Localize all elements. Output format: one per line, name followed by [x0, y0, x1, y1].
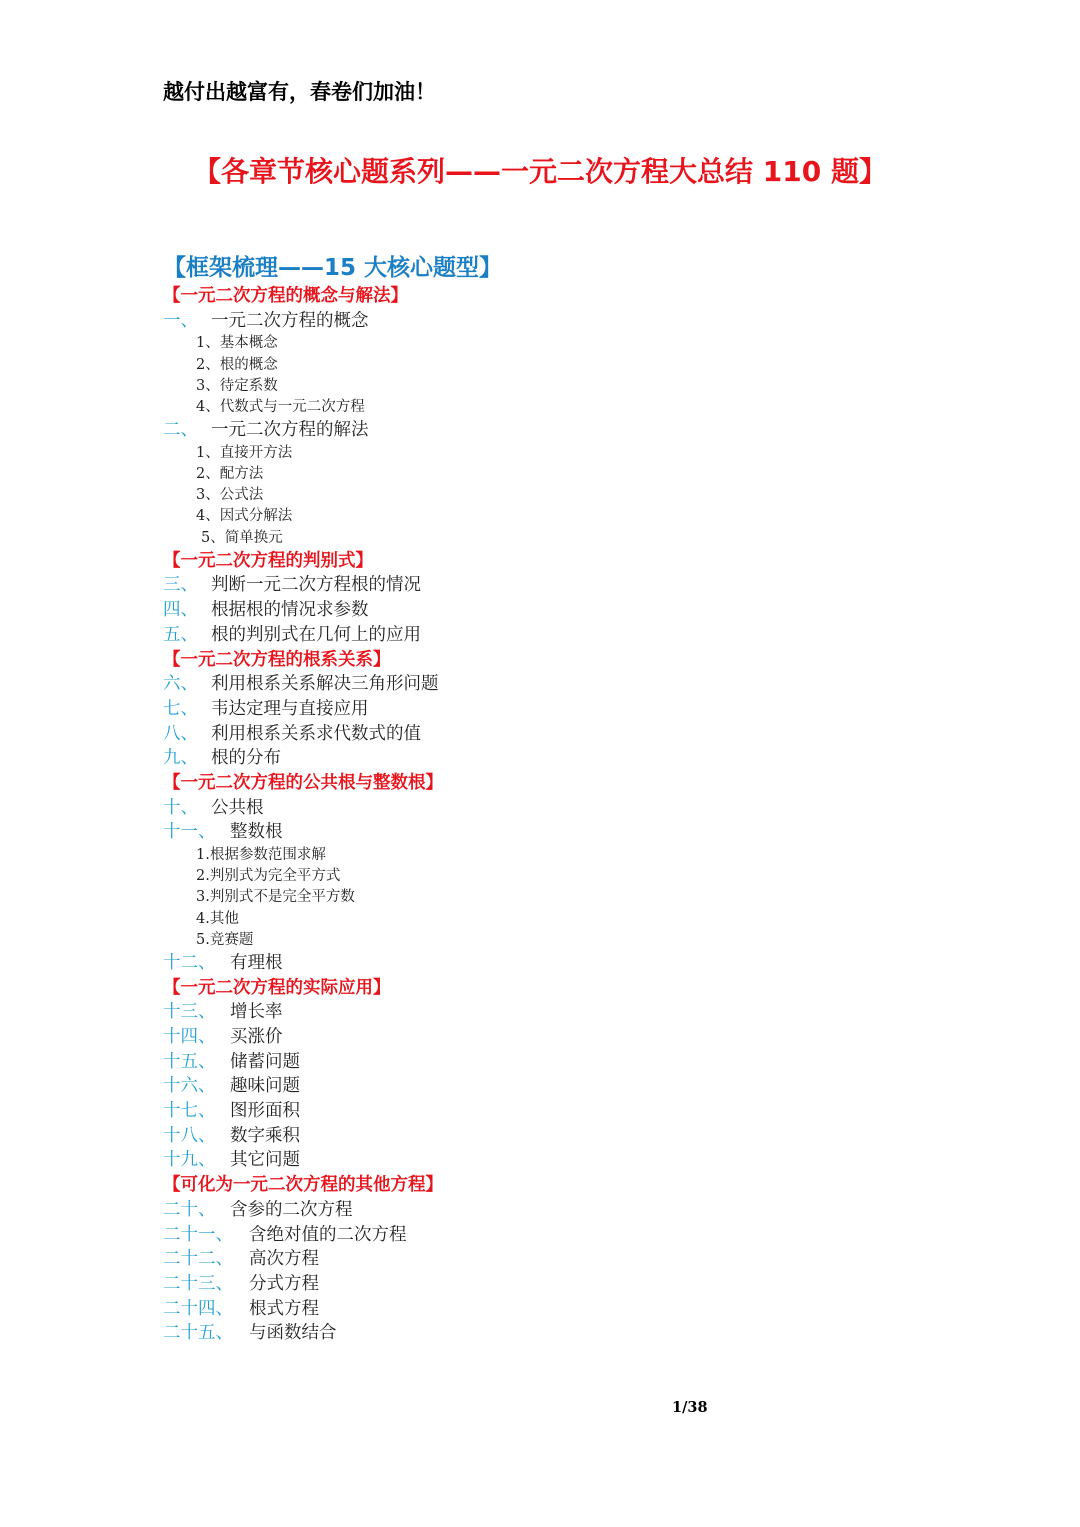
- toc-item-label: 一元二次方程的概念: [211, 310, 369, 331]
- toc-item-label: 含绝对值的二次方程: [249, 1224, 407, 1245]
- toc-item-label: 公共根: [211, 797, 264, 818]
- toc-item-label: 分式方程: [249, 1273, 319, 1294]
- toc-item-number: 四、: [163, 600, 198, 621]
- toc-item: [163, 1223, 963, 1248]
- toc-subitem: 1.根据参数范围求解: [196, 847, 326, 863]
- toc-subitem: 4、因式分解法: [196, 508, 293, 525]
- toc-item-number: 三、: [163, 575, 198, 596]
- section-heading: 【一元二次方程的判别式】: [163, 550, 373, 571]
- toc-item-label: 韦达定理与直接应用: [211, 698, 369, 719]
- toc-item-label: 高次方程: [249, 1249, 319, 1270]
- toc-subitem: 1、直接开方法: [196, 444, 293, 461]
- toc-item-number: 六、: [163, 674, 198, 695]
- toc-item-number: 二十二、: [163, 1249, 233, 1270]
- toc-item-number: 一、: [163, 310, 198, 331]
- toc-item-label: 储蓄问题: [230, 1051, 300, 1072]
- toc-item-number: 五、: [163, 624, 198, 645]
- toc-subitem: 4、代数式与一元二次方程: [196, 398, 365, 415]
- toc-item: [163, 820, 963, 845]
- toc-item-label: 整数根: [230, 822, 283, 843]
- toc-item-label: 有理根: [230, 952, 283, 973]
- toc-subitem: 3、公式法: [196, 487, 264, 504]
- toc-item-label: 图形面积: [230, 1101, 300, 1122]
- toc-subitem: 5.竞赛题: [196, 931, 254, 948]
- toc-item-label: 根的判别式在几何上的应用: [211, 624, 421, 645]
- toc-item: [163, 1198, 963, 1223]
- toc-item-number: 十八、: [163, 1125, 216, 1146]
- toc-item: [163, 309, 963, 334]
- toc-item: [163, 951, 963, 976]
- toc-item-number: 十三、: [163, 1002, 216, 1023]
- toc-subitem: 1、基本概念: [196, 335, 278, 352]
- toc-item: [163, 1321, 963, 1346]
- toc-item-number: 二十、: [163, 1199, 216, 1220]
- toc-item-label: 一元二次方程的解法: [211, 420, 369, 441]
- toc-subitem: 3、待定系数: [196, 377, 278, 394]
- toc-item-label: 根据根的情况求参数: [211, 600, 369, 621]
- toc-subitem: 2.判别式为完全平方式: [196, 868, 341, 885]
- toc-subitem: 3.判别式不是完全平方数: [196, 889, 355, 906]
- toc-subitem: 5、简单换元: [201, 529, 283, 546]
- toc-item: [163, 1099, 963, 1124]
- toc-item: [163, 418, 963, 443]
- toc-item: [163, 746, 963, 771]
- section-heading: 【一元二次方程的概念与解法】: [163, 286, 408, 306]
- section-heading: 【一元二次方程的根系关系】: [163, 649, 391, 670]
- section-heading: 【一元二次方程的实际应用】: [163, 977, 391, 998]
- toc-item-number: 二十四、: [163, 1298, 233, 1319]
- toc-item-number: 十四、: [163, 1027, 216, 1047]
- toc-item-number: 八、: [163, 723, 198, 744]
- toc-item: [163, 1124, 963, 1149]
- toc-item-label: 含参的二次方程: [230, 1199, 353, 1220]
- toc-item-label: 根的分布: [211, 748, 281, 769]
- toc-sections: [163, 284, 963, 1346]
- toc-item: [163, 796, 963, 821]
- toc-item-number: 七、: [163, 698, 198, 719]
- toc-item: [163, 1050, 963, 1075]
- toc-subitem: 2、配方法: [196, 466, 264, 482]
- section-heading: 【可化为一元二次方程的其他方程】: [163, 1175, 443, 1196]
- toc-item: [163, 697, 963, 722]
- toc-item-label: 利用根系关系求代数式的值: [211, 723, 421, 744]
- toc-item-number: 二十五、: [163, 1323, 233, 1344]
- table-of-contents: [163, 252, 963, 1346]
- toc-item-label: 其它问题: [230, 1150, 300, 1171]
- toc-item-label: 买涨价: [230, 1027, 283, 1047]
- toc-item-label: 判断一元二次方程根的情况: [211, 575, 421, 596]
- toc-item-number: 十九、: [163, 1150, 216, 1171]
- toc-subitem: 4.其他: [196, 910, 239, 927]
- page-number: 1/38: [672, 1399, 708, 1416]
- framework-title: 【框架梳理——15 大核心题型】: [163, 255, 503, 281]
- toc-item: [163, 623, 963, 648]
- toc-item-number: 十七、: [163, 1101, 216, 1122]
- toc-subitem: 2、根的概念: [196, 356, 278, 373]
- toc-item-number: 十一、: [163, 822, 216, 843]
- toc-item: [163, 1074, 963, 1099]
- toc-item-number: 二十三、: [163, 1273, 233, 1294]
- toc-item: [163, 1272, 963, 1297]
- toc-item-label: 增长率: [230, 1002, 283, 1023]
- toc-item-label: 数字乘积: [230, 1125, 300, 1146]
- toc-item-number: 十六、: [163, 1076, 216, 1097]
- motto: 越付出越富有，春卷们加油！: [163, 80, 436, 104]
- toc-item-number: 十二、: [163, 952, 216, 973]
- toc-item-number: 九、: [163, 748, 198, 769]
- toc-item: [163, 1247, 963, 1272]
- toc-item-label: 与函数结合: [249, 1323, 337, 1344]
- toc-item-label: 根式方程: [249, 1298, 319, 1319]
- toc-item-number: 十五、: [163, 1051, 216, 1072]
- toc-item-number: 二、: [163, 420, 198, 441]
- page-title: 【各章节核心题系列——一元二次方程大总结 110 题】: [193, 155, 887, 188]
- toc-item-label: 利用根系关系解决三角形问题: [211, 674, 439, 695]
- toc-item: [163, 573, 963, 598]
- toc-item-label: 趣味问题: [230, 1076, 300, 1097]
- toc-item: [163, 722, 963, 747]
- toc-item: [163, 1025, 963, 1050]
- toc-item: [163, 1297, 963, 1322]
- section-heading: 【一元二次方程的公共根与整数根】: [163, 772, 443, 793]
- toc-item-number: 二十一、: [163, 1224, 233, 1245]
- toc-item-number: 十、: [163, 797, 198, 818]
- toc-item: [163, 672, 963, 697]
- toc-item: [163, 1148, 963, 1173]
- toc-item: [163, 1000, 963, 1025]
- toc-item: [163, 598, 963, 623]
